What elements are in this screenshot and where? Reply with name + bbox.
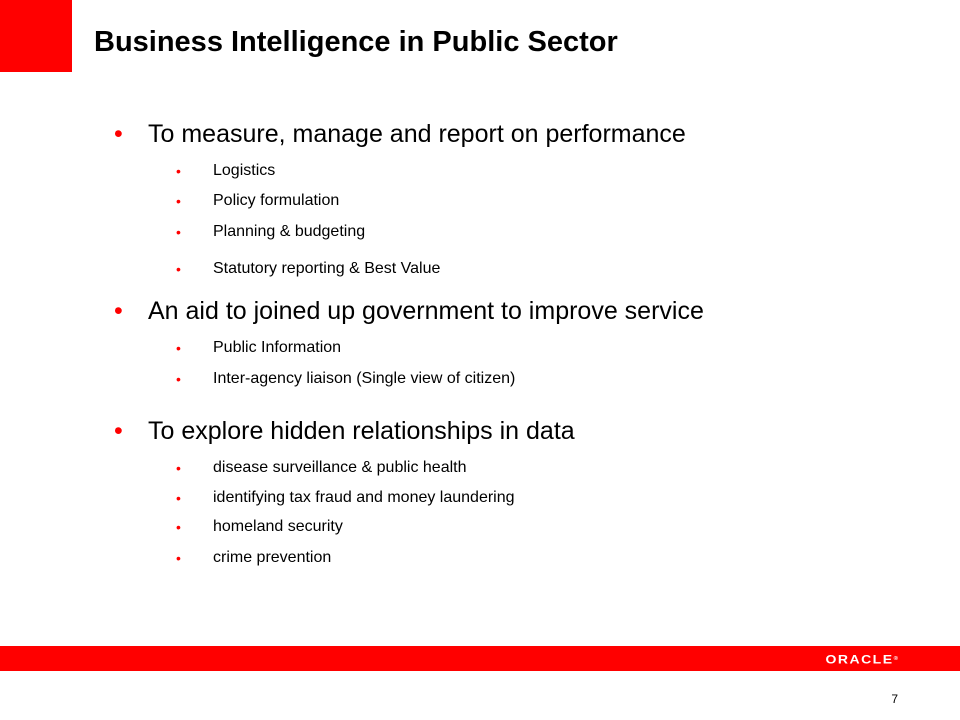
registered-mark: ® — [893, 656, 898, 662]
bullet-icon: • — [176, 460, 181, 476]
sub-bullet-text: homeland security — [213, 518, 343, 535]
page-number: 7 — [891, 692, 898, 706]
bullet-icon: • — [176, 340, 181, 356]
main-bullet-text: To measure, manage and report on performance — [148, 120, 686, 148]
bullet-icon: • — [176, 371, 181, 387]
bullet-icon: • — [176, 519, 181, 535]
bullet-icon: • — [176, 550, 181, 566]
oracle-logo — [825, 652, 898, 666]
bullet-icon: • — [114, 120, 123, 148]
oracle-logo-text: ORACLE — [825, 652, 894, 666]
bullet-icon: • — [114, 297, 123, 325]
bullet-icon: • — [176, 163, 181, 179]
sub-bullet-text: Policy formulation — [213, 192, 340, 209]
red-corner-block — [0, 0, 72, 72]
sub-bullet-text: Inter-agency liaison (Single view of citizen) — [213, 370, 516, 387]
sub-bullet-text: Public Information — [213, 339, 342, 356]
bullet-icon: • — [114, 417, 123, 445]
slide-title: Business Intelligence in Public Sector — [94, 26, 618, 58]
bullet-icon: • — [176, 490, 181, 506]
main-bullet-text: An aid to joined up government to improve service — [148, 297, 704, 325]
bullet-icon: • — [176, 224, 181, 240]
bullet-icon: • — [176, 261, 181, 277]
sub-bullet-text: identifying tax fraud and money laundering — [213, 489, 515, 506]
sub-bullet-text: Statutory reporting & Best Value — [213, 260, 441, 277]
bullet-icon: • — [176, 193, 181, 209]
footer-bar — [0, 646, 960, 671]
sub-bullet-text: crime prevention — [213, 549, 332, 566]
sub-bullet-text: Logistics — [213, 162, 276, 179]
sub-bullet-text: Planning & budgeting — [213, 223, 366, 240]
main-bullet-text: To explore hidden relationships in data — [148, 417, 575, 445]
sub-bullet-text: disease surveillance & public health — [213, 459, 467, 476]
